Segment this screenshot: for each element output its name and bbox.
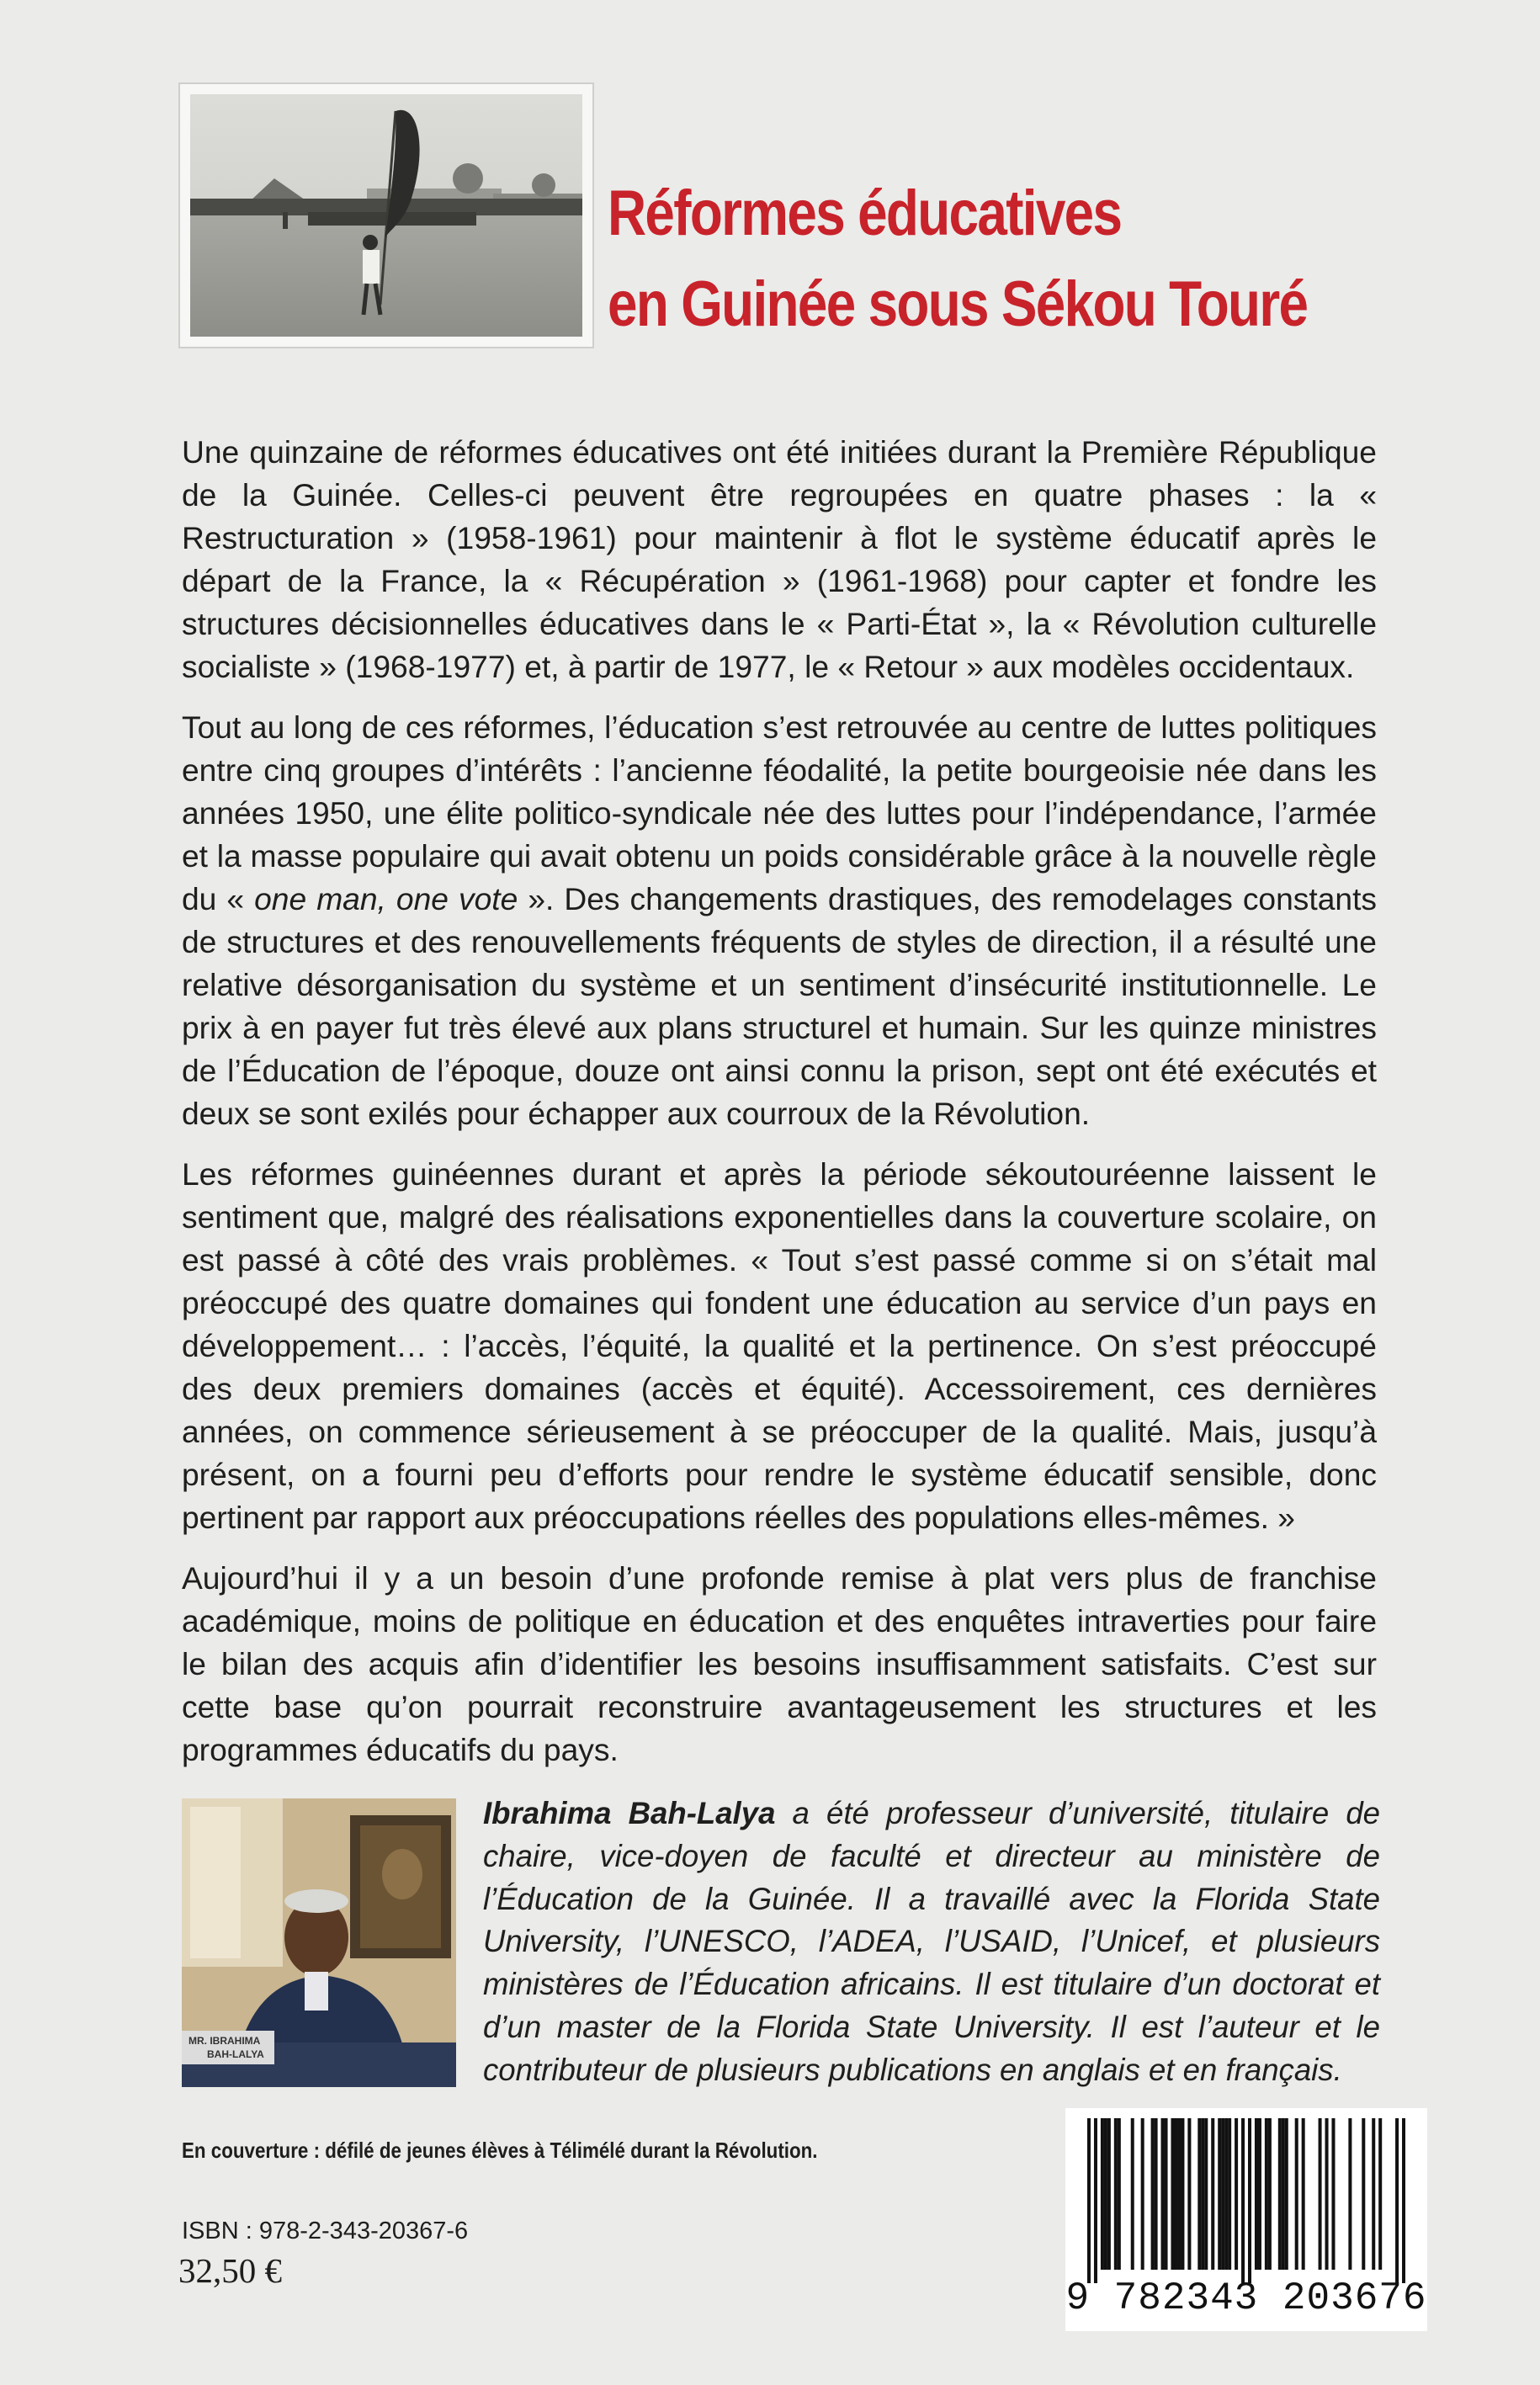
barcode-bar [1141, 2118, 1144, 2270]
barcode-bar [1235, 2118, 1238, 2270]
barcode-bar [1285, 2118, 1288, 2270]
barcode-bar [1211, 2118, 1214, 2270]
barcode-bar [1282, 2118, 1285, 2270]
barcode-bar [1094, 2118, 1097, 2283]
paragraph-4: Aujourd’hui il y a un besoin d’une profonde remise à plat vers plus de franchise académique, moins de politique en éducation et des enquêtes intraverties pour faire le bilan des acquis afin d’identifier les besoins insuffisamment satisfaits. C’est sur cette base qu’on pourrait reconstruire avantageusement les structures et les programmes éducatifs du pays. [182, 1560, 1377, 1767]
barcode-bar [1201, 2118, 1204, 2270]
barcode-bar [1107, 2118, 1111, 2270]
barcode-bar [1171, 2118, 1174, 2270]
barcode-bar [1221, 2118, 1224, 2270]
title-line-2: en Guinée sous Sékou Touré [608, 268, 1308, 340]
cover-photo [180, 84, 592, 347]
cover-photo-image [190, 94, 582, 337]
paragraph-2 [182, 706, 1377, 1135]
barcode-bar [1395, 2118, 1399, 2283]
barcode-bar [1255, 2118, 1258, 2270]
barcode-bar [1362, 2118, 1365, 2270]
barcode-bar [1331, 2118, 1335, 2270]
paragraph-2-part-2: ». Des changements drastiques, des remodelages constants de structures et des renouvellements fréquents de styles de direction, il a résulté une relative désorganisation du système et un sentiment d’insécurité institutionnelle. Le prix à en payer fut très élevé aux plans structurel et humain. Sur les quinze ministres de l’Éducation de l’époque, douze ont ainsi connu la prison, sept ont été exécutés et deux se sont exilés pour échapper aux courroux de la Révolution. [182, 881, 1377, 1131]
barcode-bar [1131, 2118, 1134, 2270]
author-name: Ibrahima Bah-Lalya [483, 1796, 776, 1830]
price: 32,50 € [178, 2251, 282, 2290]
barcode-bar [1268, 2118, 1272, 2270]
barcode-bars [1087, 2118, 1405, 2287]
barcode-bar [1177, 2118, 1181, 2270]
cover-caption: En couverture : défilé de jeunes élèves à Télimélé durant la Révolution. [182, 2138, 818, 2163]
barcode-bar [1258, 2118, 1261, 2270]
barcode-bar [1241, 2118, 1245, 2283]
barcode-bar [1265, 2118, 1268, 2270]
barcode-bar [1114, 2118, 1118, 2270]
author-bio [483, 1793, 1380, 2092]
barcode-bar [1278, 2118, 1282, 2270]
barcode-bar [1087, 2118, 1091, 2283]
paragraph-1: Une quinzaine de réformes éducatives ont été initiées durant la Première République de la Guinée. Celles-ci peuvent être regroupées en quatre phases : la « Restructuration » (1958-1961) pour maintenir à flot le système éducatif après le départ de la France, la « Récupération » (1961-1968) pour capter et fondre les structures décisionnelles éducatives dans le « Parti-État », la « Révolution culturelle socialiste » (1968-1977) et, à partir de 1977, le « Retour » aux modèles occidentaux. [182, 434, 1377, 684]
author-bio-text: a été professeur d’université, titulaire de chaire, vice-doyen de faculté et directeur au ministère de l’Éducation de la Guinée. Il a travaillé avec la Florida State University, l’UNESCO, l’ADEA, l’USAID, l’Unicef, et plusieurs ministères de l’Éducation africains. Il est titulaire d’un doctorat et d’un master de la Florida State University. Il est l’auteur et le contributeur de plusieurs publications en anglais et en français. [483, 1796, 1381, 2087]
barcode-bar [1402, 2118, 1405, 2283]
barcode-bar [1224, 2118, 1228, 2270]
barcode-bar [1155, 2118, 1158, 2270]
barcode-bar [1319, 2118, 1322, 2270]
author-photo-image [182, 1798, 456, 2087]
nameplate-line-2: BAH-LALYA [207, 2048, 264, 2060]
barcode-bar [1165, 2118, 1168, 2270]
blurb [182, 431, 1377, 1789]
nameplate-line-1: MR. IBRAHIMA [189, 2035, 261, 2047]
barcode-bar [1295, 2118, 1298, 2270]
barcode-bar [1248, 2118, 1251, 2283]
barcode-number: 9 782343 203676 [1065, 2276, 1427, 2320]
barcode [1065, 2108, 1427, 2331]
barcode-bar [1302, 2118, 1305, 2270]
book-title [608, 168, 1329, 350]
barcode-bar [1161, 2118, 1165, 2270]
barcode-bar [1204, 2118, 1208, 2270]
title-line-1: Réformes éducatives [608, 178, 1122, 249]
isbn: ISBN : 978-2-343-20367-6 [182, 2218, 469, 2244]
barcode-bar [1104, 2118, 1107, 2270]
barcode-bar [1348, 2118, 1351, 2270]
barcode-bar [1151, 2118, 1155, 2270]
paragraph-3: Les réformes guinéennes durant et après la période sékoutouréenne laissent le sentiment que, malgré des réalisations exponentielles dans la couverture scolaire, on est passé à côté des vrais problèmes. « Tout s’est passé comme si on s’était mal préoccupé des quatre domaines qui fondent une éducation au service d’un pays en développement… : l’accès, l’équité, la qualité et la pertinence. On s’est préoccupé des deux premiers domaines (accès et équité). Accessoirement, ces dernières années, on commence sérieusement à se préoccuper de la qualité. Mais, jusqu’à présent, on a fourni peu d’efforts pour rendre le système éducatif sensible, donc pertinent par rapport aux préoccupations réelles des populations elles-mêmes. » [182, 1156, 1377, 1535]
barcode-bar [1372, 2118, 1375, 2270]
barcode-bar [1197, 2118, 1201, 2270]
paragraph-2-part-1: Tout au long de ces réformes, l’éducation s’est retrouvée au centre de luttes politiques entre cinq groupes d’intérêts : l’ancienne féodalité, la petite bourgeoisie née dans les années 1950, une élite politico-syndicale née des luttes pour l’indépendance, l’armée et la masse populaire qui avait obtenu un poids considérable grâce à la nouvelle règle du « [182, 709, 1377, 916]
barcode-bar [1181, 2118, 1184, 2270]
barcode-bar [1378, 2118, 1382, 2270]
barcode-bar [1101, 2118, 1104, 2270]
barcode-bar [1174, 2118, 1177, 2270]
barcode-bar [1228, 2118, 1231, 2270]
barcode-bar [1218, 2118, 1221, 2270]
author-photo [182, 1798, 456, 2087]
barcode-bar [1325, 2118, 1329, 2270]
barcode-bar [1187, 2118, 1191, 2270]
barcode-bar [1118, 2118, 1121, 2270]
paragraph-2-italic: one man, one vote [254, 881, 518, 916]
